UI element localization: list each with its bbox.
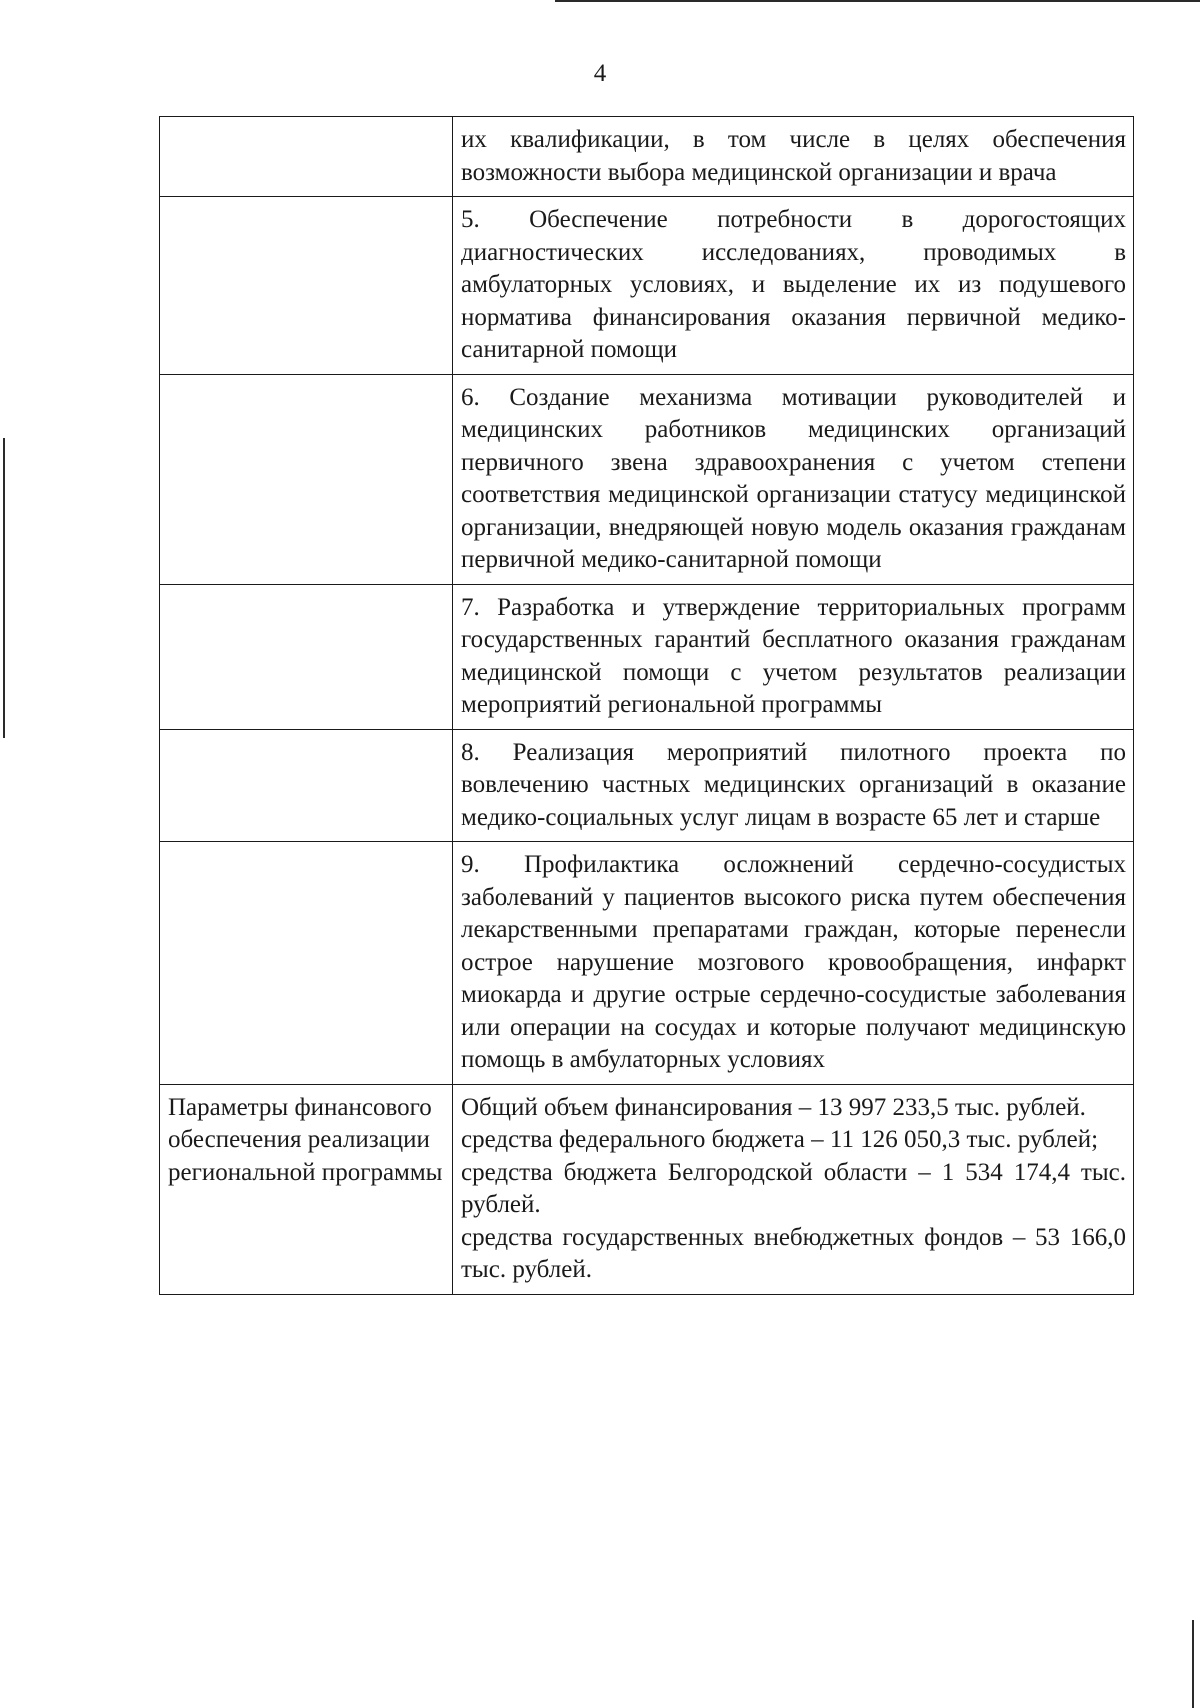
finance-row	[160, 1084, 1134, 1294]
row-content-cell: 5. Обеспечение потребности в дорогостоящих диагностических исследованиях, проводимых в амбулаторных условиях, и выделение их из подушевого норматива финансирования оказания первичной медико-санитарной помощи	[453, 197, 1134, 375]
table-row	[160, 374, 1134, 584]
finance-federal-line: средства федерального бюджета – 11 126 050,3 тыс. рублей;	[461, 1126, 1099, 1153]
table-row	[160, 842, 1134, 1085]
table-row	[160, 584, 1134, 729]
table-row	[160, 117, 1134, 197]
row-content-cell: 9. Профилактика осложнений сердечно-сосудистых заболеваний у пациентов высокого риска путем обеспечения лекарственными препаратами граждан, которые перенесли острое нарушение мозгового кровообращения, инфаркт миокарда и другие острые сердечно-сосудистые заболевания или операции на сосудах и которые получают медицинскую помощь в амбулаторных условиях	[453, 842, 1134, 1085]
finance-label-cell: Параметры финансового обеспечения реализации региональной программы	[160, 1084, 453, 1294]
scan-edge-left-line	[3, 438, 5, 738]
row-label-cell	[160, 117, 453, 197]
program-passport-table	[159, 116, 1134, 1295]
row-content-cell: 6. Создание механизма мотивации руководителей и медицинских работников медицинских организаций первичного звена здравоохранения с учетом степени соответствия медицинской организации статусу медицинской организации, внедряющей новую модель оказания гражданам первичной медико-санитарной помощи	[453, 374, 1134, 584]
table-row	[160, 197, 1134, 375]
row-label-cell	[160, 729, 453, 842]
scan-edge-top-line	[555, 0, 1200, 2]
row-label-cell	[160, 584, 453, 729]
row-content-cell: 7. Разработка и утверждение территориальных программ государственных гарантий бесплатного оказания гражданам медицинской помощи с учетом результатов реализации мероприятий региональной программы	[453, 584, 1134, 729]
row-label-cell	[160, 197, 453, 375]
row-label-cell	[160, 374, 453, 584]
table-row	[160, 729, 1134, 842]
finance-offbudget-line: средства государственных внебюджетных фондов – 53 166,0 тыс. рублей.	[461, 1223, 1126, 1283]
page-number: 4	[593, 60, 607, 87]
finance-content-cell	[453, 1084, 1134, 1294]
row-content-cell: их квалификации, в том числе в целях обеспечения возможности выбора медицинской организации и врача	[453, 117, 1134, 197]
finance-total-line: Общий объем финансирования – 13 997 233,5 тыс. рублей.	[461, 1093, 1086, 1121]
scan-edge-right-line	[1192, 1620, 1194, 1708]
finance-regional-line: средства бюджета Белгородской области – 1 534 174,4 тыс. рублей.	[461, 1158, 1126, 1218]
row-label-cell	[160, 842, 453, 1085]
row-content-cell: 8. Реализация мероприятий пилотного проекта по вовлечению частных медицинских организаций в оказание медико-социальных услуг лицам в возрасте 65 лет и старше	[453, 729, 1134, 842]
